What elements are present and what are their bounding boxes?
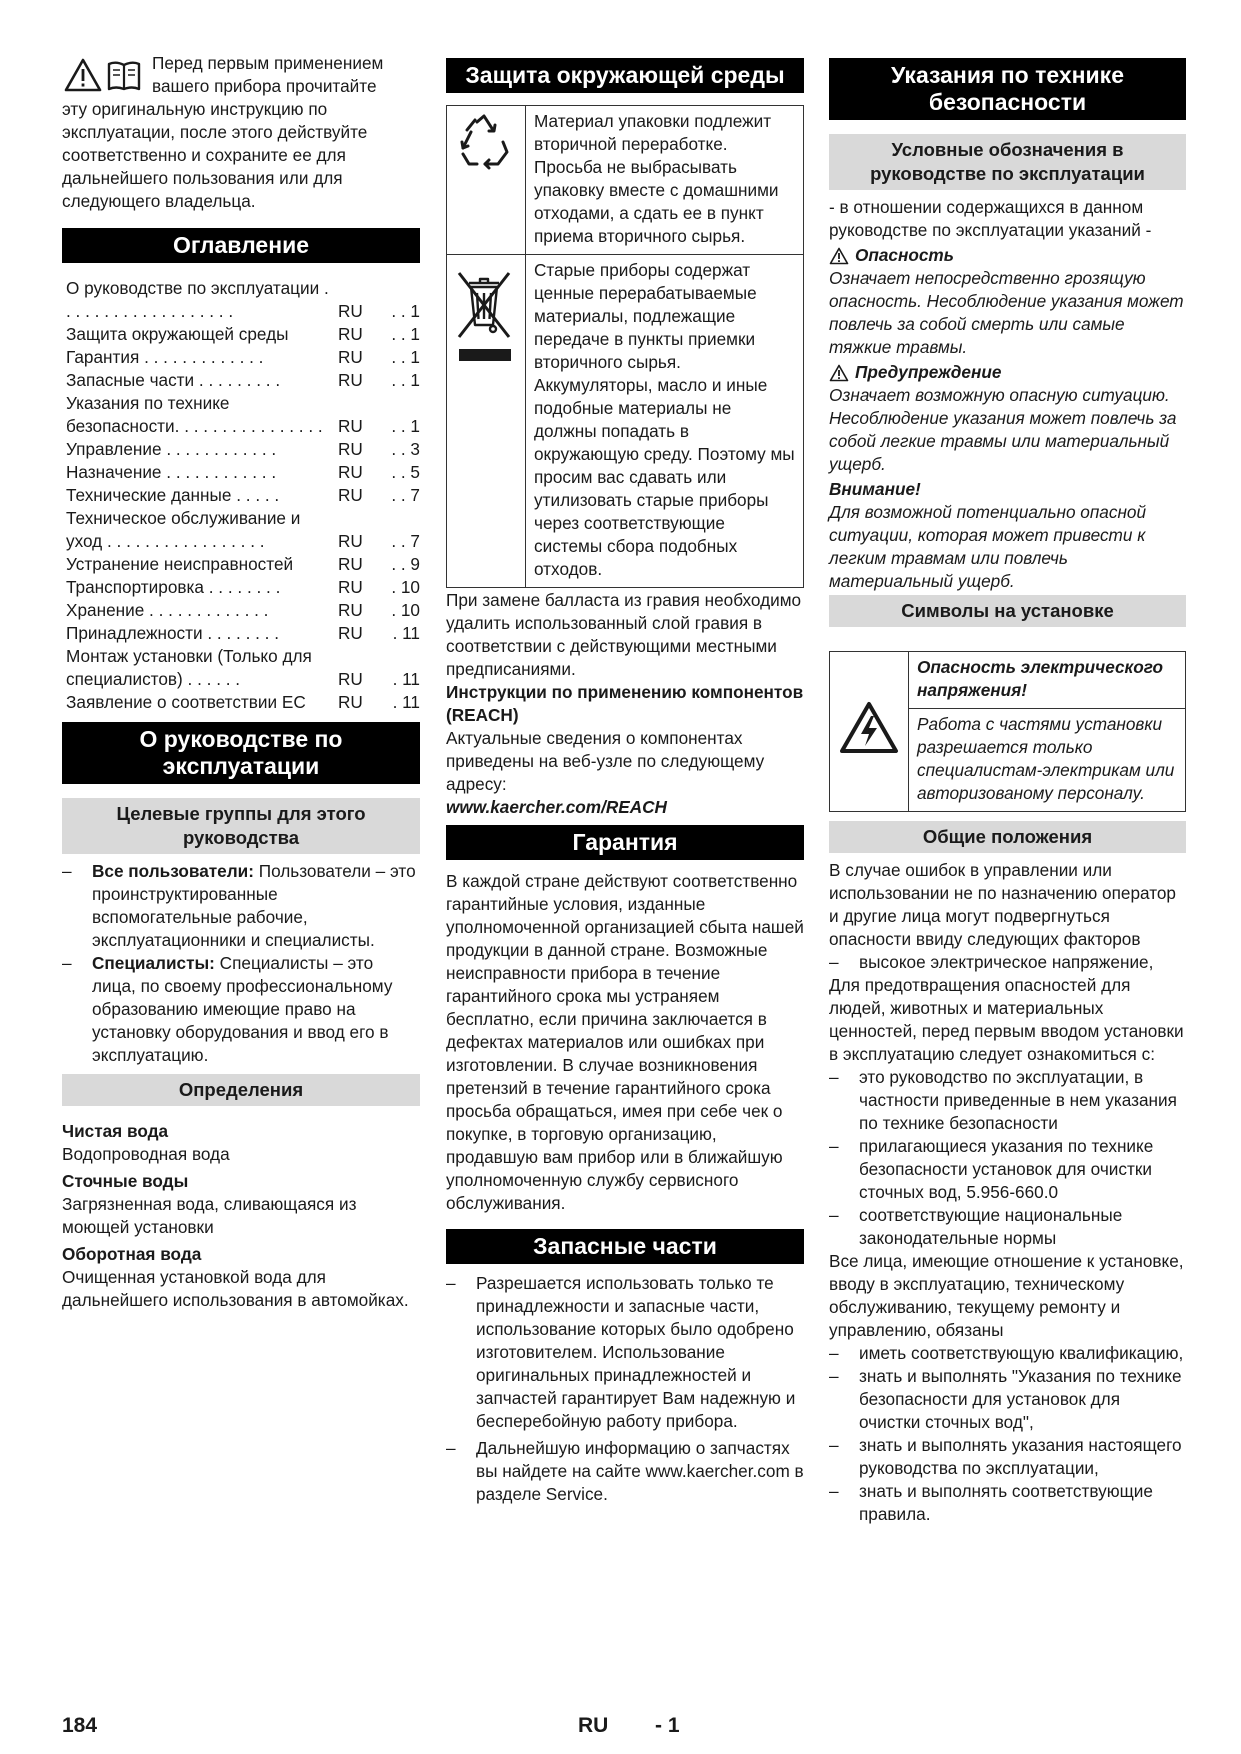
toc-row[interactable]	[66, 346, 420, 369]
general-bullet: прилагающиеся указания по технике безопасности установок для очистки сточных вод, 5.956-660.0	[859, 1136, 1154, 1202]
weee-icon-cell	[447, 255, 526, 588]
safety-heading: Указания по технике безопасности	[829, 58, 1186, 120]
toc-row[interactable]	[66, 484, 420, 507]
toc-label: Техническое обслуживание и уход . . . . . . . . . . . . . . . . .	[66, 508, 301, 551]
bullet-dash: –	[829, 1435, 839, 1455]
list-item	[62, 952, 420, 1067]
toc-lang: RU	[338, 669, 363, 689]
danger-heading	[829, 244, 1186, 267]
toc-page: . 11	[392, 623, 420, 643]
target-groups-heading: Целевые группы для этого руководства	[62, 798, 420, 854]
toc-row[interactable]	[66, 507, 420, 553]
toc-lang: RU	[338, 485, 363, 505]
caution-title: Внимание!	[829, 479, 921, 499]
warning-text: Означает возможную опасную ситуацию. Несоблюдение указания может повлечь за собой легкие травмы или материальный ущерб.	[829, 385, 1177, 474]
toc-row[interactable]	[66, 691, 420, 714]
install-symbols-heading: Символы на установке	[829, 595, 1186, 627]
toc-label: Управление . . . . . . . . . . . .	[66, 439, 277, 459]
manual-book-icon	[106, 58, 142, 92]
column-middle	[446, 52, 804, 1506]
toc-label: О руководстве по эксплуатации . . . . . . . . . . . . . . . . . . .	[66, 278, 329, 321]
bullet-dash: –	[446, 1273, 456, 1293]
list-item	[829, 1480, 1186, 1526]
column-right	[829, 52, 1186, 1526]
general-bullet: соответствующие национальные законодательные нормы	[859, 1205, 1123, 1248]
toc-label: Запасные части . . . . . . . . .	[66, 370, 281, 390]
list-item	[829, 1204, 1186, 1250]
general-bullet: иметь соответствующую квалификацию,	[859, 1343, 1184, 1363]
caution-text: Для возможной потенциально опасной ситуации, которая может привести к легким травмам или повлечь материальный ущерб.	[829, 502, 1147, 591]
install-symbols-table	[829, 651, 1186, 812]
toc-lang: RU	[338, 554, 363, 574]
target-groups-list	[62, 860, 420, 1067]
spare-parts-item: Дальнейшую информацию о запчастях вы найдете на сайте www.kaercher.com в разделе Service.	[476, 1438, 804, 1504]
bullet-dash: –	[62, 953, 72, 973]
bullet-dash: –	[829, 1366, 839, 1386]
about-heading: О руководстве по эксплуатации	[62, 722, 420, 784]
toc-row[interactable]	[66, 323, 420, 346]
environment-heading: Защита окружающей среды	[446, 58, 804, 93]
spare-parts-item: Разрешается использовать только те принадлежности и запасные части, использование которых было одобрено изготовителем. Использование оригинальных принадлежностей и запчастей гарантирует Вам надежную и бесперебойную работу прибора.	[476, 1273, 796, 1431]
danger-text: Означает непосредственно грозящую опасность. Несоблюдение указания может повлечь за собой смерть или самые тяжкие травмы.	[829, 268, 1184, 357]
bullet-dash: –	[829, 1136, 839, 1156]
electric-title: Опасность электрического напряжения!	[909, 652, 1186, 709]
toc-row[interactable]	[66, 622, 420, 645]
toc-page: . 10	[391, 600, 420, 620]
group-desc: Пользователи – это проинструктированные вспомогательные рабочие, эксплуатационники и специалисты.	[92, 861, 416, 950]
table-row	[447, 255, 804, 588]
definition-term: Оборотная вода	[62, 1244, 202, 1264]
group-term: Специалисты:	[92, 953, 215, 973]
toc-lang: RU	[338, 324, 363, 344]
intro-line-1: Перед первым применением	[152, 53, 384, 73]
toc-page: . . 7	[391, 531, 420, 551]
reach-link[interactable]: www.kaercher.com/REACH	[446, 797, 667, 817]
definition-desc: Загрязненная вода, сливающаяся из моющей установки	[62, 1194, 357, 1237]
warranty-heading: Гарантия	[446, 825, 804, 860]
general-bullet: знать и выполнять указания настоящего руководства по эксплуатации,	[859, 1435, 1182, 1478]
toc-lang: RU	[338, 623, 363, 643]
list-item	[446, 1437, 804, 1506]
general-mid: Для предотвращения опасностей для людей, животных и материальных ценностей, перед первым вводом установки в эксплуатацию следует ознакомиться с:	[829, 975, 1184, 1064]
definitions-list	[62, 1120, 420, 1312]
toc-row[interactable]	[66, 277, 420, 323]
toc-lang: RU	[338, 600, 363, 620]
toc-row[interactable]	[66, 553, 420, 576]
table-row	[830, 652, 1186, 709]
toc-page: . . 7	[391, 485, 420, 505]
recycle-text: Материал упаковки подлежит вторичной переработке. Просьба не выбрасывать упаковку вместе с домашними отходами, а сдать ее в пункт приема вторичного сырья.	[526, 106, 804, 255]
toc-label: Хранение . . . . . . . . . . . . .	[66, 600, 269, 620]
general-bullet: знать и выполнять "Указания по технике безопасности для установок для очистки сточных вод",	[859, 1366, 1182, 1432]
toc-label: Устранение неисправностей	[66, 554, 294, 574]
symbols-manual-heading: Условные обозначения в руководстве по эксплуатации	[829, 134, 1186, 190]
toc-row[interactable]	[66, 645, 420, 691]
symbols-intro: - в отношении содержащихся в данном руководстве по эксплуатации указаний -	[829, 197, 1152, 240]
toc-lang: RU	[338, 301, 363, 321]
weee-text: Старые приборы содержат ценные перерабатываемые материалы, подлежащие передаче в пункты приемки вторичного сырья. Аккумуляторы, масло и иные подобные материалы не должны попадать в окружающую среду. Поэтому мы просим вас сдавать или утилизовать старые приборы через соответствующие системы сбора подобных отходов.	[526, 255, 804, 588]
toc-lang: RU	[338, 577, 363, 597]
recycle-icon	[453, 112, 515, 174]
environment-table	[446, 105, 804, 588]
list-item	[446, 1272, 804, 1433]
warranty-text: В каждой стране действуют соответственно гарантийные условия, изданные уполномоченной организацией сбыта нашей продукции в данной стране. Возможные неисправности прибора в течение гарантийного срока мы устраняем бесплатно, если причина заключается в дефектах материалов или ошибках при изготовлении. В случае возникновения претензий в течение гарантийного срока просьба обращаться, имея при себе чек о покупке, в торговую организацию, продавшую вам прибор или в ближайшую уполномоченную службу сервисного обслуживания.	[446, 871, 804, 1213]
definition-desc: Очищенная установкой вода для дальнейшего использования в автомойках.	[62, 1267, 409, 1310]
reach-text: Актуальные сведения о компонентах приведены на веб-узле по следующему адресу:	[446, 728, 765, 794]
table-of-contents	[66, 277, 420, 714]
toc-label: Транспортировка . . . . . . . .	[66, 577, 281, 597]
definition-desc: Водопроводная вода	[62, 1144, 230, 1164]
bullet-dash: –	[829, 1067, 839, 1087]
toc-page: . . 5	[391, 462, 420, 482]
warning-triangle-icon	[829, 364, 849, 382]
group-desc: Специалисты – это лица, по своему профессиональному образованию имеющие право на установку оборудования и ввод его в эксплуатацию.	[92, 953, 393, 1065]
warning-heading	[829, 361, 1186, 384]
toc-lang: RU	[338, 531, 363, 551]
toc-label: Назначение . . . . . . . . . . . .	[66, 462, 277, 482]
toc-row[interactable]	[66, 392, 420, 438]
toc-row[interactable]	[66, 438, 420, 461]
electric-hazard-icon	[839, 701, 899, 755]
toc-page: . . 1	[391, 301, 420, 321]
toc-page: . 10	[391, 577, 420, 597]
toc-page: . . 1	[391, 324, 420, 344]
crossed-bin-icon	[453, 261, 515, 369]
spare-parts-list	[446, 1272, 804, 1506]
warning-title: Предупреждение	[855, 362, 1002, 382]
bullet-dash: –	[446, 1438, 456, 1458]
bullet-dash: –	[829, 1205, 839, 1225]
recycle-icon-cell	[447, 106, 526, 255]
footer-page-suffix: - 1	[655, 1714, 680, 1737]
toc-label: Монтаж установки (Только для специалистов) . . . . . .	[66, 646, 312, 689]
general-list-2	[829, 1066, 1186, 1250]
intro	[62, 52, 420, 213]
toc-lang: RU	[338, 370, 363, 390]
footer-lang: RU	[578, 1714, 609, 1737]
list-item	[829, 951, 1186, 974]
electric-text: Работа с частями установки разрешается только специалистам-электрикам или авторизованому персоналу.	[909, 709, 1186, 812]
toc-label: Принадлежности . . . . . . . .	[66, 623, 280, 643]
definition-term: Сточные воды	[62, 1171, 189, 1191]
danger-title: Опасность	[855, 245, 954, 265]
general-bullet: высокое электрическое напряжение,	[859, 952, 1154, 972]
toc-page: . . 9	[391, 554, 420, 574]
toc-row[interactable]	[66, 369, 420, 392]
toc-label: Технические данные . . . . .	[66, 485, 280, 505]
bullet-dash: –	[829, 952, 839, 972]
page-number: 184	[62, 1714, 98, 1737]
bullet-dash: –	[62, 861, 72, 881]
general-intro: В случае ошибок в управлении или использовании не по назначению оператор и другие лица могут подвергнуться опасности ввиду следующих факторов	[829, 860, 1176, 949]
toc-lang: RU	[338, 692, 363, 712]
intro-text: эту оригинальную инструкцию по эксплуатации, после этого действуйте соответственно и сохраните ее для дальнейшего пользования или для следующего владельца.	[62, 99, 368, 211]
intro-line-2: вашего прибора прочитайте	[152, 76, 377, 96]
general-list-3	[829, 1342, 1186, 1526]
group-term: Все пользователи:	[92, 861, 254, 881]
list-item	[62, 860, 420, 952]
toc-label: Защита окружающей среды	[66, 324, 289, 344]
bullet-dash: –	[829, 1343, 839, 1363]
warning-icon	[64, 58, 102, 92]
toc-label: Указания по технике безопасности. . . . . . . . . . . . . . . .	[66, 393, 323, 436]
bullet-dash: –	[829, 1481, 839, 1501]
toc-lang: RU	[338, 462, 363, 482]
list-item	[829, 1066, 1186, 1135]
spare-parts-heading: Запасные части	[446, 1229, 804, 1264]
general-bullet: это руководство по эксплуатации, в частности приведенные в нем указания по технике безопасности	[859, 1067, 1177, 1133]
toc-page: . . 1	[391, 370, 420, 390]
ballast-text: При замене балласта из гравия необходимо удалить использованный слой гравия в соответствии с действующими местными предписаниями.	[446, 590, 802, 679]
toc-lang: RU	[338, 347, 363, 367]
list-item	[829, 1342, 1186, 1365]
toc-page: . 11	[392, 692, 420, 712]
general-bullet: знать и выполнять соответствующие правила.	[859, 1481, 1153, 1524]
definitions-heading: Определения	[62, 1074, 420, 1106]
definition-term: Чистая вода	[62, 1121, 169, 1141]
list-item	[829, 1135, 1186, 1204]
list-item	[829, 1365, 1186, 1434]
intro-icons	[64, 58, 142, 94]
toc-row[interactable]	[66, 576, 420, 599]
general-heading: Общие положения	[829, 821, 1186, 853]
toc-label: Заявление о соответствии ЕС	[66, 692, 306, 712]
toc-heading: Оглавление	[62, 228, 420, 263]
toc-row[interactable]	[66, 461, 420, 484]
general-mid-2: Все лица, имеющие отношение к установке, вводу в эксплуатацию, техническому обслуживанию, текущему ремонту и управлению, обязаны	[829, 1251, 1184, 1340]
toc-lang: RU	[338, 416, 363, 436]
toc-page: . . 3	[391, 439, 420, 459]
warning-triangle-icon	[829, 247, 849, 265]
toc-lang: RU	[338, 439, 363, 459]
table-row	[447, 106, 804, 255]
toc-page: . . 1	[391, 347, 420, 367]
reach-heading: Инструкции по применению компонентов (REACH)	[446, 682, 804, 725]
list-item	[829, 1434, 1186, 1480]
column-left	[62, 52, 420, 1312]
toc-label: Гарантия . . . . . . . . . . . . .	[66, 347, 264, 367]
toc-page: . 11	[392, 669, 420, 689]
toc-row[interactable]	[66, 599, 420, 622]
electric-icon-cell	[830, 652, 909, 812]
toc-page: . . 1	[391, 416, 420, 436]
